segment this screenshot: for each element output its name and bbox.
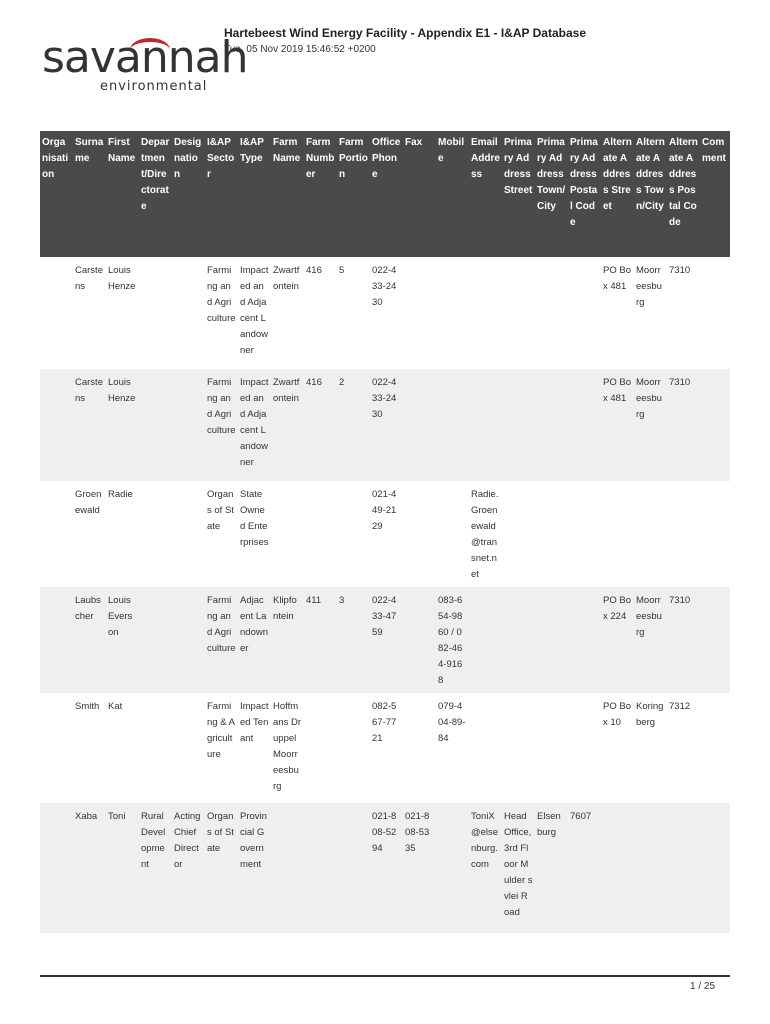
logo-subtext: environmental [100,79,208,94]
cell-a-code: 7312 [669,701,691,712]
col-alternate-street: Alternate Address Street [601,131,634,257]
table-row [40,693,730,803]
cell-mobile: 079-404-89-84 [438,701,466,744]
cell-farm-number [304,481,337,587]
cell-p-town [535,587,568,693]
cell-farm-name [271,803,304,933]
cell-office: 022-433-4759 [370,587,403,693]
cell-comment [700,257,730,369]
col-first-name: First Name [106,131,139,257]
table-row [40,257,730,369]
cell-surname: Carstens [75,265,103,292]
cell-mobile [436,803,469,933]
cell-fax [403,587,436,693]
cell-email [469,587,502,693]
cell-dept [139,693,172,803]
cell-a-street [601,803,634,933]
header-row [40,131,730,257]
logo-wordmark: savannah [42,32,248,83]
cell-p-code [568,693,601,803]
cell-comment [700,369,730,481]
cell-a-code: 7310 [669,265,691,276]
col-department: Department/Directorate [139,131,172,257]
cell-p-town [535,481,568,587]
cell-a-code: 7310 [667,369,700,481]
cell-dept [139,369,172,481]
col-designation: Designation [172,131,205,257]
cell-p-town [535,369,568,481]
col-comment: Comment [700,131,730,257]
cell-p-street [502,693,535,803]
cell-farm-number: 411 [304,587,337,693]
col-iap-sector: I&AP Sector [205,131,238,257]
cell-dept: Rural Development [139,803,172,933]
cell-office: 082-567-7721 [372,701,397,744]
col-organisation: Organisation [40,131,73,257]
footer-rule [40,975,730,977]
cell-p-street [502,369,535,481]
cell-org [40,481,73,587]
cell-type: Impacted and Adjacent Landowner [238,369,271,481]
cell-designation: Acting Chief Director [172,803,205,933]
cell-a-town: Koringberg [636,701,664,728]
cell-a-street: PO Box 481 [601,369,634,481]
cell-fax [403,369,436,481]
cell-email: Radie.Groenewald@transnet.net [471,489,499,580]
cell-mobile: 083-654-9860 / 082-464-9168 [436,587,469,693]
col-office-phone: Office Phone [370,131,403,257]
cell-farm-name: Hoffmans Druppel Moorreesburg [273,701,301,792]
cell-a-street: PO Box 481 [603,265,631,292]
cell-sector: Organs of State [205,803,238,933]
cell-email [469,257,502,369]
cell-a-town: Moorreesburg [634,587,667,693]
cell-farm-number: 416 [304,369,337,481]
cell-designation [172,369,205,481]
cell-mobile [436,481,469,587]
cell-farm-portion [337,693,370,803]
col-primary-street: Primary Address Street [502,131,535,257]
cell-surname: Carstens [73,369,106,481]
cell-farm-portion: 2 [337,369,370,481]
cell-mobile [436,257,469,369]
cell-type: Adjacent Landowner [238,587,271,693]
cell-type: State Owned Enterprises [240,489,269,548]
cell-first: Louis Everson [106,587,139,693]
cell-dept [139,257,172,369]
cell-org [40,803,73,933]
cell-surname: Laubscher [73,587,106,693]
cell-first: Radie [108,489,133,500]
cell-farm-portion [337,481,370,587]
cell-p-code [568,257,601,369]
cell-farm-name: Klipfontein [271,587,304,693]
col-email: Email Address [469,131,502,257]
cell-farm-portion [337,803,370,933]
cell-p-code [568,369,601,481]
cell-surname: Groenewald [75,489,102,516]
cell-p-town [535,257,568,369]
cell-sector: Farming and Agriculture [207,265,236,324]
col-primary-code: Primary Address Postal Code [568,131,601,257]
cell-a-code [667,803,700,933]
cell-a-town [634,803,667,933]
cell-surname: Xaba [73,803,106,933]
cell-p-town: Elsenburg [535,803,568,933]
table-row [40,587,730,693]
cell-a-street [601,481,634,587]
cell-org [40,257,73,369]
cell-p-town [535,693,568,803]
cell-sector: Farming and Agriculture [205,587,238,693]
cell-surname: Smith [75,701,100,712]
table-row [40,803,730,933]
cell-sector: Farming and Agriculture [205,369,238,481]
cell-org [40,693,73,803]
col-farm-number: Farm Number [304,131,337,257]
cell-designation [172,481,205,587]
cell-p-street [502,481,535,587]
cell-farm-name [271,481,304,587]
cell-a-street: PO Box 10 [603,701,631,728]
cell-mobile [436,369,469,481]
cell-farm-number: 416 [306,265,322,276]
cell-office: 021-808-5294 [370,803,403,933]
cell-fax: 021-808-5335 [403,803,436,933]
cell-a-code [667,481,700,587]
cell-org [40,369,73,481]
col-farm-portion: Farm Portion [337,131,370,257]
cell-designation [172,587,205,693]
cell-type: Impacted and Adjacent Landowner [240,265,269,356]
cell-comment [700,803,730,933]
logo-swoosh-icon [130,38,170,62]
cell-a-town: Moorreesburg [634,369,667,481]
table-row [40,369,730,481]
cell-fax [403,481,436,587]
cell-email [469,693,502,803]
cell-p-code [568,481,601,587]
cell-office: 022-433-2430 [370,369,403,481]
cell-comment [700,693,730,803]
cell-p-street: Head Office, 3rd Floor Mulder svlei Road [502,803,535,933]
cell-farm-name: Zwartfontein [271,369,304,481]
cell-email [469,369,502,481]
cell-email: ToniX@elsenburg.com [469,803,502,933]
col-iap-type: I&AP Type [238,131,271,257]
cell-sector: Farming & Agriculture [207,701,235,760]
table-row [40,481,730,587]
cell-type: Impacted Tenant [240,701,269,744]
cell-farm-name: Zwartfontein [273,265,300,292]
savannah-logo [42,32,248,96]
page-number: 1 / 25 [690,981,716,992]
cell-farm-number [304,803,337,933]
col-alternate-town: Alternate Address Town/City [634,131,667,257]
cell-a-town: Moorreesburg [636,265,662,308]
col-surname: Surname [73,131,106,257]
cell-farm-portion: 5 [339,265,345,276]
col-alternate-code: Alternate Address Postal Code [667,131,700,257]
cell-office: 021-449-2129 [372,489,397,532]
col-fax: Fax [403,131,436,257]
cell-designation [172,693,205,803]
cell-first: Louis Henze [108,265,136,292]
col-mobile: Mobile [436,131,469,257]
cell-p-street [502,587,535,693]
document-title: Hartebeest Wind Energy Facility - Appendix E1 - I&AP Database [224,26,586,40]
cell-p-street [502,257,535,369]
cell-dept [139,481,172,587]
cell-p-code [568,587,601,693]
cell-first: Toni [106,803,139,933]
cell-a-street: PO Box 224 [601,587,634,693]
cell-a-code: 7310 [667,587,700,693]
cell-farm-number [304,693,337,803]
cell-designation [172,257,205,369]
document-timestamp: Tue, 05 Nov 2019 15:46:52 +0200 [224,44,376,55]
cell-farm-portion: 3 [337,587,370,693]
cell-org [40,587,73,693]
col-primary-town: Primary Address Town/City [535,131,568,257]
cell-comment [700,481,730,587]
cell-a-town [634,481,667,587]
cell-dept [139,587,172,693]
cell-fax [403,693,436,803]
cell-office: 022-433-2430 [372,265,397,308]
cell-sector: Organs of State [207,489,234,532]
col-farm-name: Farm Name [271,131,304,257]
cell-first: Louis Henze [106,369,139,481]
cell-type: Provincial Government [238,803,271,933]
cell-fax [403,257,436,369]
cell-first: Kat [108,701,123,712]
cell-comment [700,587,730,693]
iap-database-table [40,131,730,933]
cell-p-code: 7607 [568,803,601,933]
